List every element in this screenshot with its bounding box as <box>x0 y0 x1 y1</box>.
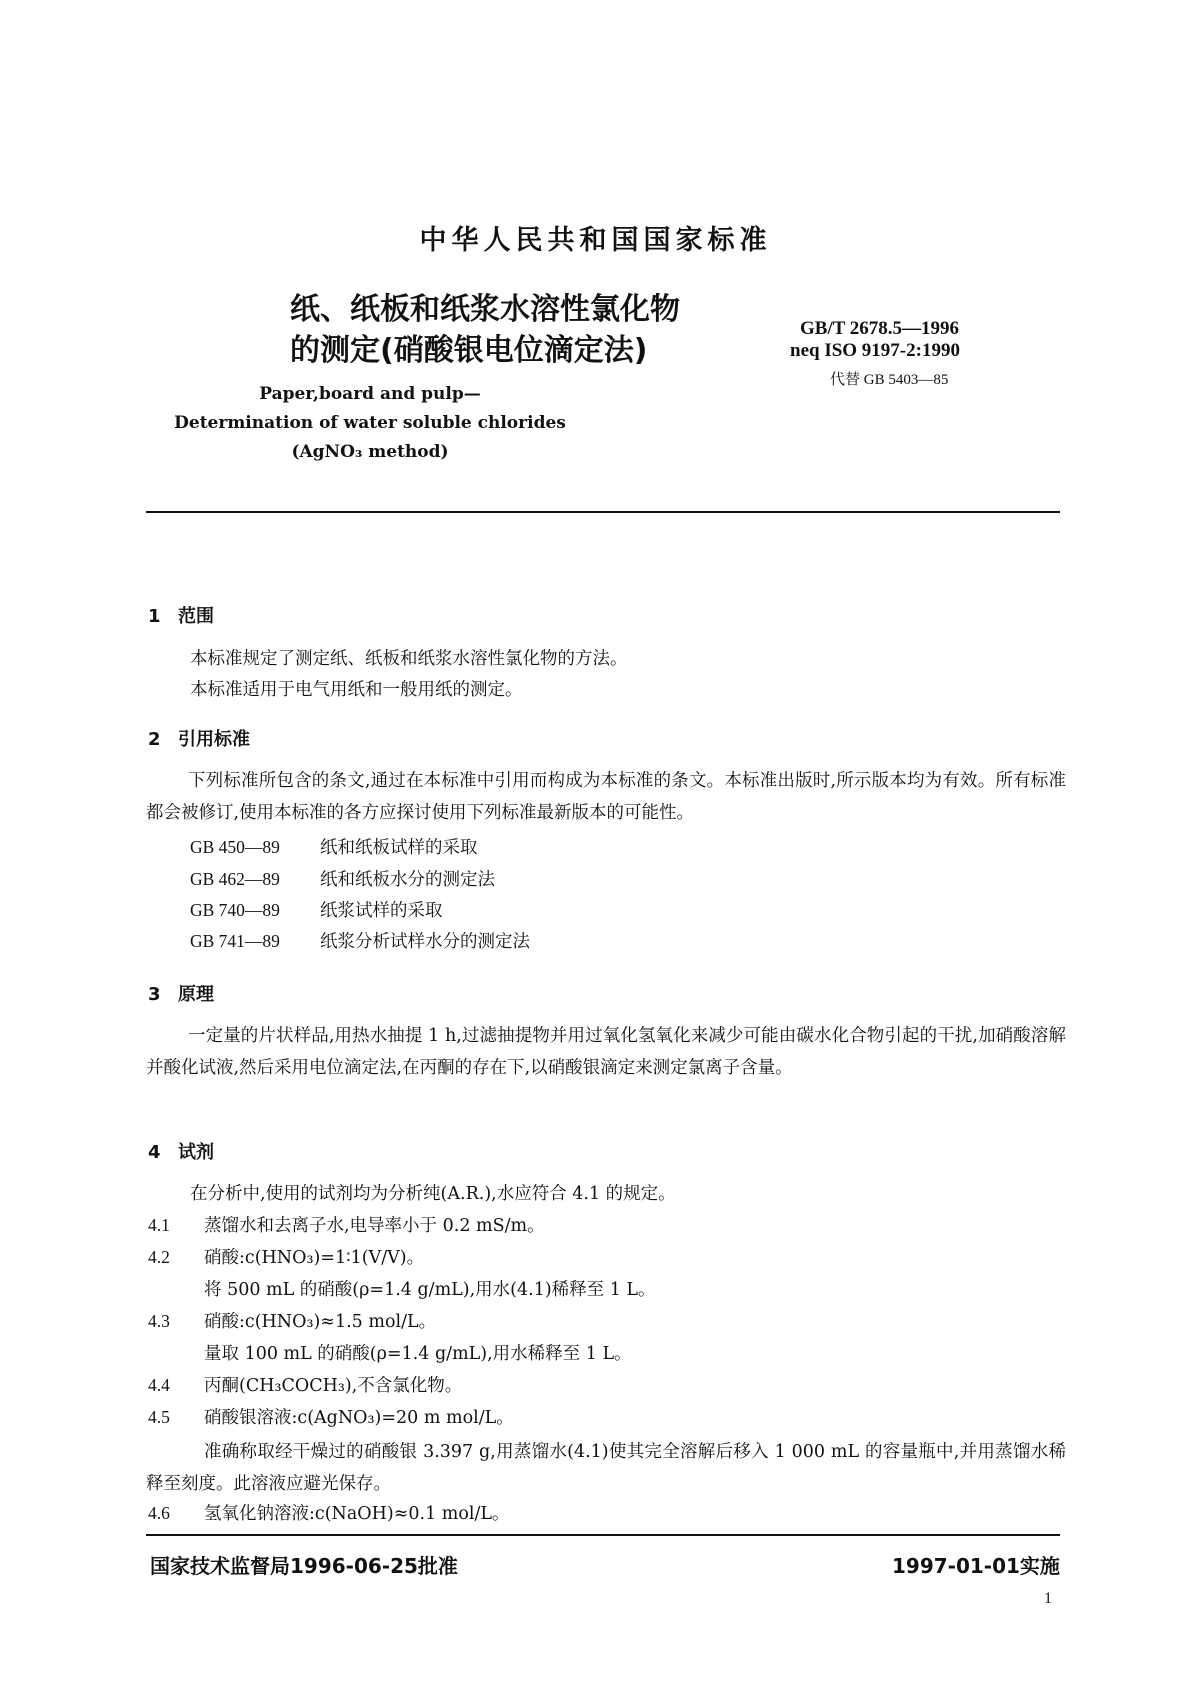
clause-4-6: 4.6 氢氧化钠溶液:c(NaOH)≈0.1 mol/L。 <box>148 1503 510 1524</box>
reference-item: GB 740—89 纸浆试样的采取 <box>190 900 443 921</box>
page-number: 1 <box>1044 1590 1052 1607</box>
implementation-date: 1997-01-01实施 <box>892 1554 1060 1578</box>
clause-4-5: 4.5 硝酸银溶液:c(AgNO₃)=20 m mol/L。 <box>148 1407 514 1428</box>
clause-4-1: 4.1 蒸馏水和去离子水,电导率小于 0.2 mS/m。 <box>148 1215 545 1236</box>
clause-4-5-note: 准确称取经干燥过的硝酸银 3.397 g,用蒸馏水(4.1)使其完全溶解后移入 1 000 mL 的容量瓶中,并用蒸馏水稀释至刻度。此溶液应避光保存。 <box>146 1442 1066 1494</box>
section-3-para: 一定量的片状样品,用热水抽提 1 h,过滤抽提物并用过氧化氢氧化来减少可能由碳水化合物引起的干扰,加硝酸溶解并酸化试液,然后采用电位滴定法,在丙酮的存在下,以硝酸银滴定来测定氯离子含量。 <box>146 1026 1066 1078</box>
section-4-heading: 4 试剂 <box>148 1142 214 1163</box>
title-en-line1: Paper,board and pulp— <box>259 384 481 404</box>
footer-divider <box>146 1534 1060 1536</box>
section-3-heading: 3 原理 <box>148 984 214 1005</box>
title-en-line3: (AgNO₃ method) <box>291 442 449 462</box>
clause-4-3-note: 量取 100 mL 的硝酸(ρ=1.4 g/mL),用水稀释至 1 L。 <box>204 1344 632 1364</box>
std-replaces: 代替 GB 5403—85 <box>830 372 949 388</box>
section-1-para-1: 本标准规定了测定纸、纸板和纸浆水溶性氯化物的方法。 <box>190 649 628 669</box>
section-2-para: 下列标准所包含的条文,通过在本标准中引用而构成为本标准的条文。本标准出版时,所示版本均为有效。所有标准都会被修订,使用本标准的各方应探讨使用下列标准最新版本的可能性。 <box>146 771 1066 823</box>
section-2-heading: 2 引用标准 <box>148 729 250 750</box>
title-cn-line2: 的测定(硝酸银电位滴定法) <box>290 333 648 368</box>
reference-item: GB 462—89 纸和纸板水分的测定法 <box>190 869 495 890</box>
title-cn-line1: 纸、纸板和纸浆水溶性氯化物 <box>290 292 680 327</box>
clause-4-4: 4.4 丙酮(CH₃COCH₃),不含氯化物。 <box>148 1375 463 1396</box>
section-4-intro: 在分析中,使用的试剂均为分析纯(A.R.),水应符合 4.1 的规定。 <box>190 1184 676 1204</box>
std-number: GB/T 2678.5—1996 <box>800 318 960 339</box>
clause-4-2-note: 将 500 mL 的硝酸(ρ=1.4 g/mL),用水(4.1)稀释至 1 L。 <box>204 1280 656 1300</box>
title-en-line2: Determination of water soluble chlorides <box>174 413 566 433</box>
clause-4-2: 4.2 硝酸:c(HNO₃)=1∶1(V/V)。 <box>148 1247 425 1268</box>
section-1-para-2: 本标准适用于电气用纸和一般用纸的测定。 <box>190 680 523 700</box>
reference-item: GB 741—89 纸浆分析试样水分的测定法 <box>190 931 530 952</box>
clause-4-3: 4.3 硝酸:c(HNO₃)≈1.5 mol/L。 <box>148 1311 437 1332</box>
header-divider <box>146 511 1060 513</box>
reference-item: GB 450—89 纸和纸板试样的采取 <box>190 837 478 858</box>
approval-date: 国家技术监督局1996-06-25批准 <box>150 1554 458 1578</box>
std-equivalence: neq ISO 9197-2:1990 <box>790 340 960 361</box>
national-standard-heading: 中华人民共和国国家标准 <box>419 225 772 256</box>
section-1-heading: 1 范围 <box>148 606 214 627</box>
